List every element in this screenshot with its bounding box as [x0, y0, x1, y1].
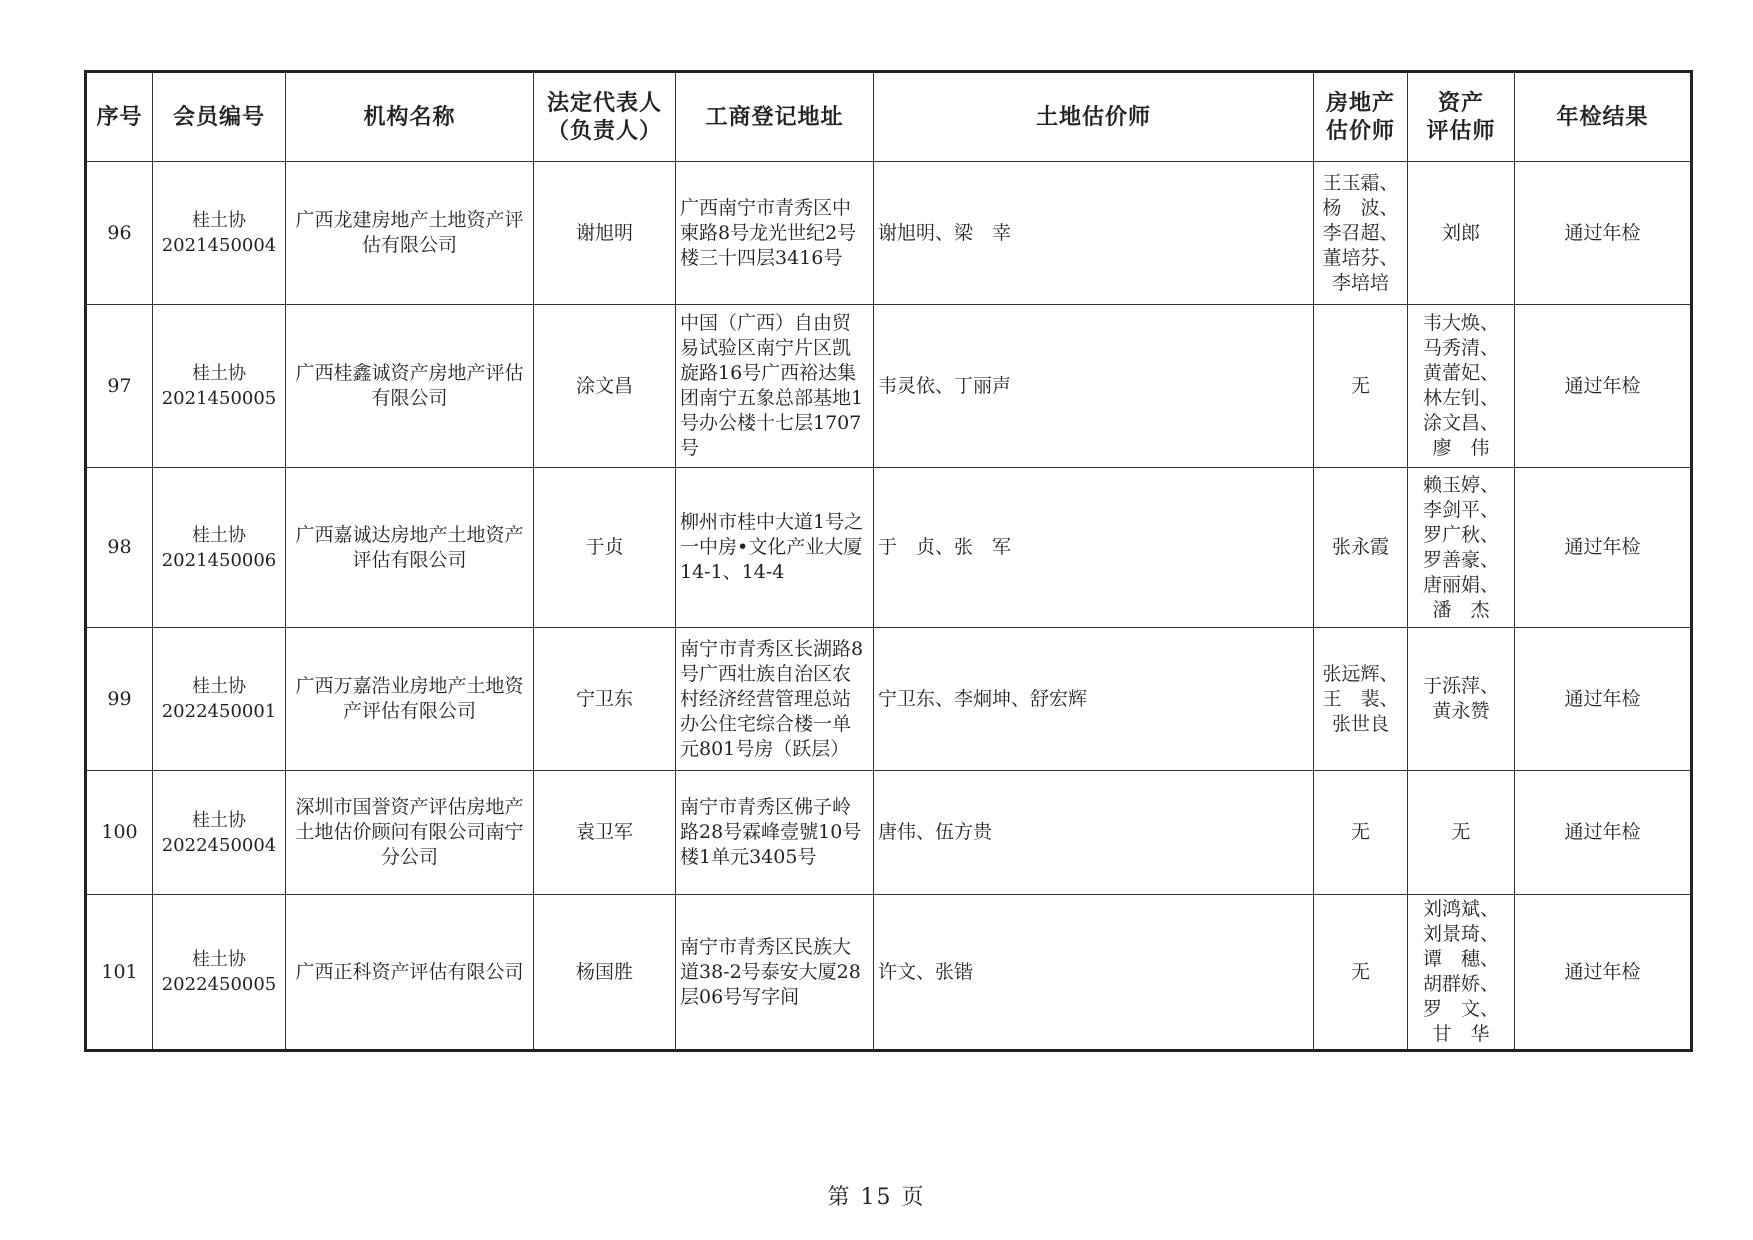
- appraiser-name: 无: [1350, 374, 1370, 397]
- appraiser-name: 李剑平、: [1422, 498, 1499, 521]
- header-legal-rep: [534, 72, 676, 162]
- cell-result: 通过年检: [1515, 628, 1692, 771]
- cell-real-estate-appraisers: [1314, 305, 1408, 468]
- header-address: 工商登记地址: [676, 72, 874, 162]
- cell-real-estate-appraisers: [1314, 162, 1408, 305]
- appraiser-name: 罗广秋、: [1422, 523, 1499, 546]
- cell-land-appraisers: 谢旭明、梁 幸: [874, 162, 1314, 305]
- member-org-label: 桂土协: [192, 524, 246, 546]
- appraiser-name: 黄永赞: [1432, 700, 1490, 722]
- header-legal-rep-line1: 法定代表人: [546, 90, 662, 116]
- member-org-label: 桂土协: [192, 210, 246, 231]
- appraiser-name: 刘景琦、: [1422, 923, 1499, 945]
- appraiser-name: 黄蕾妃、: [1422, 362, 1499, 384]
- table-row: [86, 895, 1692, 1051]
- member-org-label: 桂土协: [192, 949, 246, 970]
- cell-address: 南宁市青秀区佛子岭路28号霖峰壹號10号楼1单元3405号: [676, 771, 874, 895]
- appraiser-name: 无: [1350, 821, 1370, 843]
- member-number: 2022450001: [161, 701, 277, 722]
- appraiser-name: 杨 波、: [1322, 196, 1399, 219]
- cell-member-no: [153, 895, 286, 1051]
- cell-address: 南宁市青秀区民族大道38-2号泰安大厦28层06号写字间: [676, 895, 874, 1051]
- member-number: 2021450006: [161, 549, 277, 571]
- cell-land-appraisers: 韦灵依、丁丽声: [874, 305, 1314, 468]
- cell-member-no: [153, 628, 286, 771]
- appraiser-name: 无: [1350, 960, 1370, 983]
- appraiser-name: 张世良: [1331, 712, 1389, 735]
- cell-member-no: [153, 305, 286, 468]
- cell-address: 南宁市青秀区长湖路8号广西壮族自治区农村经济经营管理总站办公住宅综合楼一单元801号房（跃层）: [676, 628, 874, 771]
- cell-org-name: 广西正科资产评估有限公司: [286, 895, 534, 1051]
- appraiser-name: 潘 杰: [1432, 598, 1490, 621]
- appraiser-name: 张远辉、: [1322, 662, 1399, 685]
- cell-asset-appraisers: [1408, 628, 1515, 771]
- cell-asset-appraisers: [1408, 895, 1515, 1051]
- header-member-no: 会员编号: [153, 72, 286, 162]
- appraiser-name: 王 裴、: [1322, 687, 1399, 710]
- header-row: [86, 72, 1692, 162]
- appraiser-name: 罗善豪、: [1422, 548, 1499, 571]
- header-org-name: 机构名称: [286, 72, 534, 162]
- appraiser-name: 廖 伟: [1432, 437, 1490, 459]
- member-org-label: 桂土协: [192, 363, 246, 384]
- appraiser-name: 于泺萍、: [1422, 675, 1499, 697]
- appraiser-name: 涂文昌、: [1422, 412, 1499, 434]
- header-real-estate-appraisers: [1314, 72, 1408, 162]
- cell-org-name: 广西万嘉浩业房地产土地资产评估有限公司: [286, 628, 534, 771]
- appraiser-name: 无: [1451, 821, 1471, 843]
- cell-asset-appraisers: [1408, 162, 1515, 305]
- cell-result: 通过年检: [1515, 305, 1692, 468]
- cell-seq: 98: [86, 468, 153, 628]
- member-annual-inspection-table: [84, 70, 1693, 1052]
- table-row: [86, 771, 1692, 895]
- cell-legal-rep: 杨国胜: [534, 895, 676, 1051]
- cell-seq: 97: [86, 305, 153, 468]
- appraiser-name: 李培培: [1331, 271, 1389, 294]
- cell-result: 通过年检: [1515, 468, 1692, 628]
- cell-legal-rep: 涂文昌: [534, 305, 676, 468]
- cell-real-estate-appraisers: [1314, 771, 1408, 895]
- cell-legal-rep: 袁卫军: [534, 771, 676, 895]
- cell-org-name: 广西嘉诚达房地产土地资产评估有限公司: [286, 468, 534, 628]
- header-re-line2: 估价师: [1325, 118, 1395, 144]
- cell-asset-appraisers: [1408, 468, 1515, 628]
- cell-member-no: [153, 162, 286, 305]
- table-row: [86, 162, 1692, 305]
- cell-seq: 101: [86, 895, 153, 1051]
- appraiser-name: 马秀清、: [1422, 337, 1499, 359]
- cell-seq: 99: [86, 628, 153, 771]
- table-body: [86, 162, 1692, 1051]
- cell-real-estate-appraisers: [1314, 628, 1408, 771]
- appraiser-name: 甘 华: [1432, 1023, 1490, 1045]
- cell-address: 中国（广西）自由贸易试验区南宁片区凯旋路16号广西裕达集团南宁五象总部基地1号办公楼十七层1707号: [676, 305, 874, 468]
- appraiser-name: 王玉霜、: [1322, 171, 1399, 194]
- cell-seq: 100: [86, 771, 153, 895]
- cell-legal-rep: 宁卫东: [534, 628, 676, 771]
- cell-legal-rep: 谢旭明: [534, 162, 676, 305]
- header-legal-rep-line2: （负责人）: [546, 118, 662, 144]
- appraiser-name: 刘鸿斌、: [1422, 898, 1499, 920]
- cell-org-name: 广西龙建房地产土地资产评估有限公司: [286, 162, 534, 305]
- appraiser-name: 林左钊、: [1422, 387, 1499, 409]
- appraiser-name: 谭 穗、: [1422, 948, 1499, 970]
- cell-asset-appraisers: [1408, 771, 1515, 895]
- appraiser-name: 董培芬、: [1322, 246, 1399, 269]
- cell-real-estate-appraisers: [1314, 895, 1408, 1051]
- header-seq: 序号: [86, 72, 153, 162]
- appraiser-name: 张永霞: [1331, 536, 1389, 558]
- cell-land-appraisers: 唐伟、伍方贵: [874, 771, 1314, 895]
- cell-address: 柳州市桂中大道1号之一中房•文化产业大厦14-1、14-4: [676, 468, 874, 628]
- table-row: [86, 628, 1692, 771]
- cell-member-no: [153, 771, 286, 895]
- header-asset-line2: 评估师: [1426, 118, 1496, 144]
- table-row: [86, 468, 1692, 628]
- cell-address: 广西南宁市青秀区中柬路8号龙光世纪2号楼三十四层3416号: [676, 162, 874, 305]
- cell-member-no: [153, 468, 286, 628]
- appraiser-name: 唐丽娟、: [1422, 573, 1499, 596]
- header-re-line1: 房地产: [1325, 90, 1395, 116]
- header-asset-appraisers: [1408, 72, 1515, 162]
- appraiser-name: 韦大焕、: [1422, 312, 1499, 334]
- appraiser-name: 刘郎: [1441, 221, 1480, 244]
- table-row: [86, 305, 1692, 468]
- member-org-label: 桂土协: [192, 809, 246, 831]
- appraiser-name: 罗 文、: [1422, 998, 1499, 1020]
- member-org-label: 桂土协: [192, 676, 246, 697]
- cell-real-estate-appraisers: [1314, 468, 1408, 628]
- header-land-appraisers: 土地估价师: [874, 72, 1314, 162]
- cell-land-appraisers: 许文、张锴: [874, 895, 1314, 1051]
- cell-land-appraisers: 宁卫东、李炯坤、舒宏辉: [874, 628, 1314, 771]
- cell-result: 通过年检: [1515, 771, 1692, 895]
- appraiser-name: 赖玉婷、: [1422, 473, 1499, 496]
- page-number: 第 15 页: [827, 1185, 926, 1210]
- header-result: 年检结果: [1515, 72, 1692, 162]
- cell-seq: 96: [86, 162, 153, 305]
- appraiser-name: 李召超、: [1322, 221, 1399, 244]
- cell-result: 通过年检: [1515, 162, 1692, 305]
- cell-legal-rep: 于贞: [534, 468, 676, 628]
- member-number: 2022450004: [161, 834, 277, 856]
- appraiser-name: 胡群娇、: [1422, 973, 1499, 995]
- member-number: 2022450005: [161, 974, 277, 995]
- header-asset-line1: 资产: [1437, 90, 1484, 116]
- cell-org-name: 深圳市国誉资产评估房地产土地估价顾问有限公司南宁分公司: [286, 771, 534, 895]
- cell-org-name: 广西桂鑫诚资产房地产评估有限公司: [286, 305, 534, 468]
- member-number: 2021450004: [161, 235, 277, 256]
- member-number: 2021450005: [161, 388, 277, 409]
- cell-result: 通过年检: [1515, 895, 1692, 1051]
- cell-asset-appraisers: [1408, 305, 1515, 468]
- cell-land-appraisers: 于 贞、张 军: [874, 468, 1314, 628]
